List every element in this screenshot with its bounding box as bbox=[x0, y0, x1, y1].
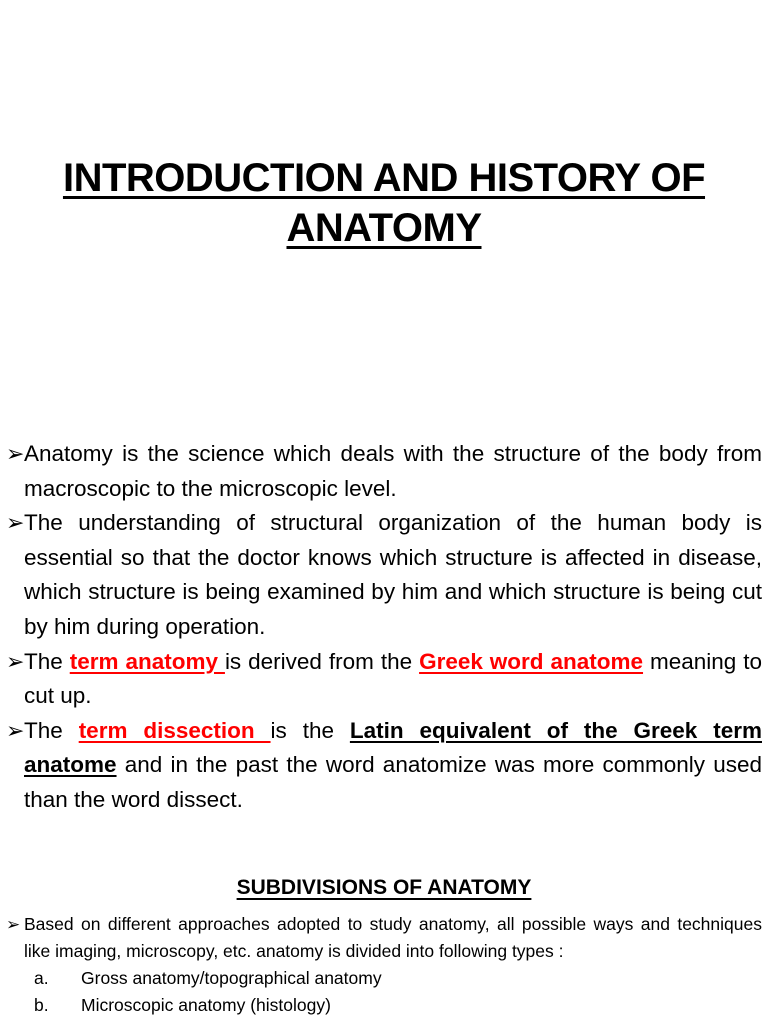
arrow-bullet-icon: ➢ bbox=[6, 915, 21, 934]
arrow-bullet-icon: ➢ bbox=[6, 510, 25, 536]
bullet-text-post: and in the past the word anatomize was more commonly used than the word dissect. bbox=[24, 752, 762, 812]
intro-bullet-list bbox=[6, 437, 762, 818]
arrow-bullet-icon: ➢ bbox=[6, 648, 25, 674]
highlight-term-dissection: term dissection bbox=[78, 717, 271, 743]
arrow-bullet-icon: ➢ bbox=[6, 441, 25, 466]
highlight-term-anatomy: term anatomy bbox=[69, 648, 225, 674]
bullet-text: Anatomy is the science which deals with the structure of the body from macroscopic to the microscopic level. bbox=[24, 441, 762, 501]
bullet-text-mid: is the bbox=[270, 717, 350, 743]
title-line-2: ANATOMY bbox=[286, 206, 482, 250]
subdivisions-section bbox=[6, 911, 762, 1019]
title-line-1: INTRODUCTION AND HISTORY OF bbox=[62, 156, 706, 200]
bullet-text-mid: is derived from the bbox=[224, 648, 420, 674]
bullet-text: Based on different approaches adopted to study anatomy, all possible ways and techniques like imaging, microscopy, etc. anatomy is divided into following types : bbox=[24, 914, 762, 961]
arrow-bullet-icon: ➢ bbox=[6, 717, 25, 743]
subdivisions-heading-text: SUBDIVISIONS OF ANATOMY bbox=[236, 876, 532, 899]
list-item-text: Microscopic anatomy (histology) bbox=[81, 995, 331, 1015]
subdivisions-heading bbox=[0, 873, 768, 903]
bullet-definition bbox=[6, 437, 762, 506]
list-item-label: b. bbox=[34, 995, 49, 1015]
bullet-dissection bbox=[6, 714, 762, 818]
anatomy-types-list bbox=[6, 965, 762, 1019]
bullet-text-post: meaning to cut up. bbox=[24, 648, 763, 709]
highlight-greek-word: Greek word anatome bbox=[419, 648, 644, 674]
bullet-text-pre: The bbox=[24, 717, 79, 743]
bullet-text-pre: The bbox=[24, 648, 70, 674]
bullet-importance bbox=[6, 506, 762, 644]
list-item bbox=[34, 965, 762, 992]
list-item-label: a. bbox=[34, 968, 49, 988]
list-item bbox=[34, 992, 762, 1019]
emphasis-latin-equivalent: Latin equivalent of the Greek term anatome bbox=[24, 717, 762, 778]
list-item-text: Gross anatomy/topographical anatomy bbox=[81, 968, 382, 988]
bullet-etymology bbox=[6, 645, 762, 714]
page-title bbox=[0, 153, 768, 253]
bullet-subdivisions-intro bbox=[6, 911, 762, 965]
bullet-text: The understanding of structural organization of the human body is essential so that the doctor knows which structure is affected in disease, which structure is being examined by him and which structure is being cut by him during operation. bbox=[24, 510, 762, 639]
